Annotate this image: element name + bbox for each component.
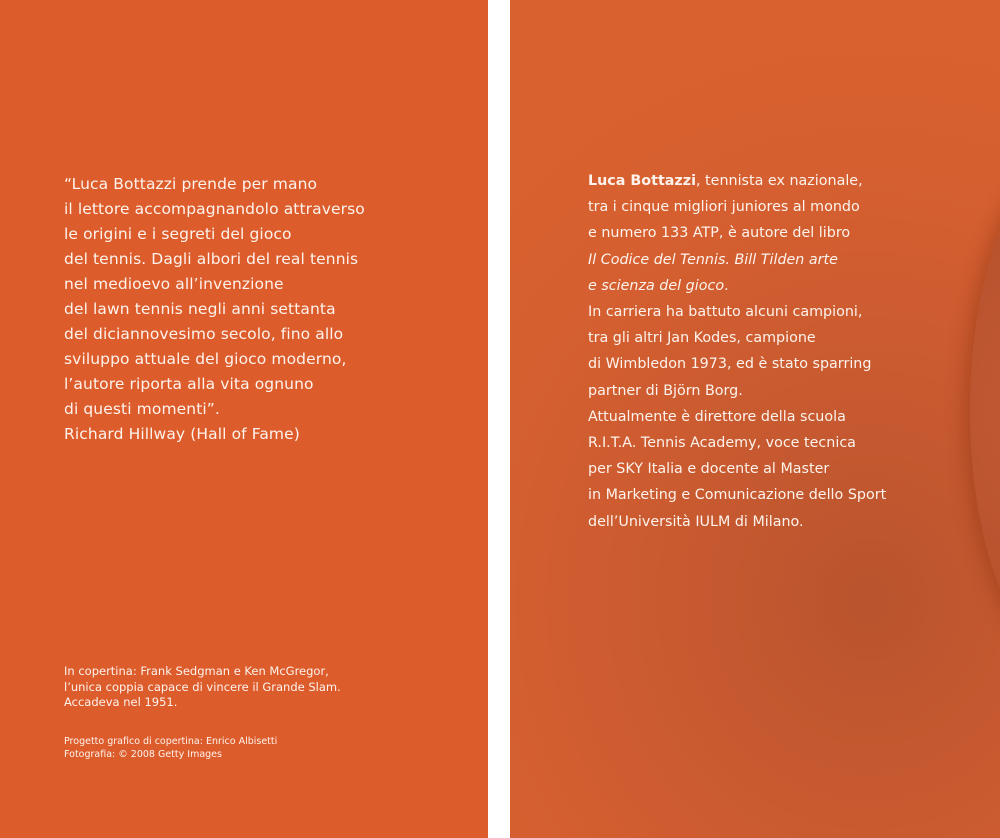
- caption-line: l’unica coppia capace di vincere il Grande Slam.: [64, 679, 341, 694]
- bio-text: .: [724, 277, 729, 294]
- quote-line: il lettore accompagnandolo attraverso: [64, 200, 365, 218]
- bio-line: di Wimbledon 1973, ed è stato sparring: [588, 356, 872, 373]
- cover-photo-caption: [64, 664, 464, 711]
- bio-line: [588, 168, 988, 194]
- bio-line: [588, 273, 988, 299]
- author-name: Luca Bottazzi: [588, 173, 696, 189]
- quote-line: del lawn tennis negli anni settanta: [64, 300, 336, 318]
- page-gutter: [488, 0, 510, 838]
- author-biography: [588, 168, 988, 535]
- bio-line: partner di Björn Borg.: [588, 382, 743, 399]
- bio-line: tra gli altri Jan Kodes, campione: [588, 330, 816, 347]
- bio-line: tra i cinque migliori juniores al mondo: [588, 199, 860, 216]
- quote-author: Richard Hillway (Hall of Fame): [64, 425, 300, 443]
- bio-line: per SKY Italia e docente al Master: [588, 461, 830, 478]
- book-title-line: Il Codice del Tennis. Bill Tilden arte: [588, 251, 838, 268]
- bio-line: Attualmente è direttore della scuola: [588, 408, 846, 425]
- caption-line: Accadeva nel 1951.: [64, 695, 178, 709]
- back-cover-panel: [0, 0, 488, 838]
- book-title-line: e scienza del gioco: [588, 277, 725, 294]
- caption-line: In copertina: Frank Sedgman e Ken McGregor,: [64, 664, 329, 678]
- bio-text: , tennista ex nazionale,: [695, 173, 863, 189]
- credits-line: Progetto grafico di copertina: Enrico Albisetti: [64, 736, 278, 747]
- quote-line: del tennis. Dagli albori del real tennis: [64, 250, 359, 268]
- bio-line: R.I.T.A. Tennis Academy, voce tecnica: [588, 435, 856, 452]
- quote-line: l’autore riporta alla vita ognuno: [64, 375, 314, 393]
- credits-line: Fotografia: © 2008 Getty Images: [64, 748, 222, 760]
- front-flap-panel: [510, 0, 1000, 838]
- bio-line: in Marketing e Comunicazione dello Sport: [588, 487, 887, 504]
- bio-line: dell’Università IULM di Milano.: [588, 513, 804, 530]
- quote-line: del diciannovesimo secolo, fino allo: [64, 325, 344, 343]
- quote-line: sviluppo attuale del gioco moderno,: [64, 350, 347, 368]
- quote-line: “Luca Bottazzi prende per mano: [64, 175, 318, 193]
- review-quote: [64, 172, 464, 447]
- quote-line: le origini e i segreti del gioco: [64, 225, 292, 243]
- cover-credits: [64, 736, 464, 761]
- bio-line: e numero 133 ATP, è autore del libro: [588, 225, 851, 242]
- bio-line: In carriera ha battuto alcuni campioni,: [588, 304, 863, 321]
- quote-line: di questi momenti”.: [64, 400, 220, 418]
- quote-line: nel medioevo all’invenzione: [64, 275, 284, 293]
